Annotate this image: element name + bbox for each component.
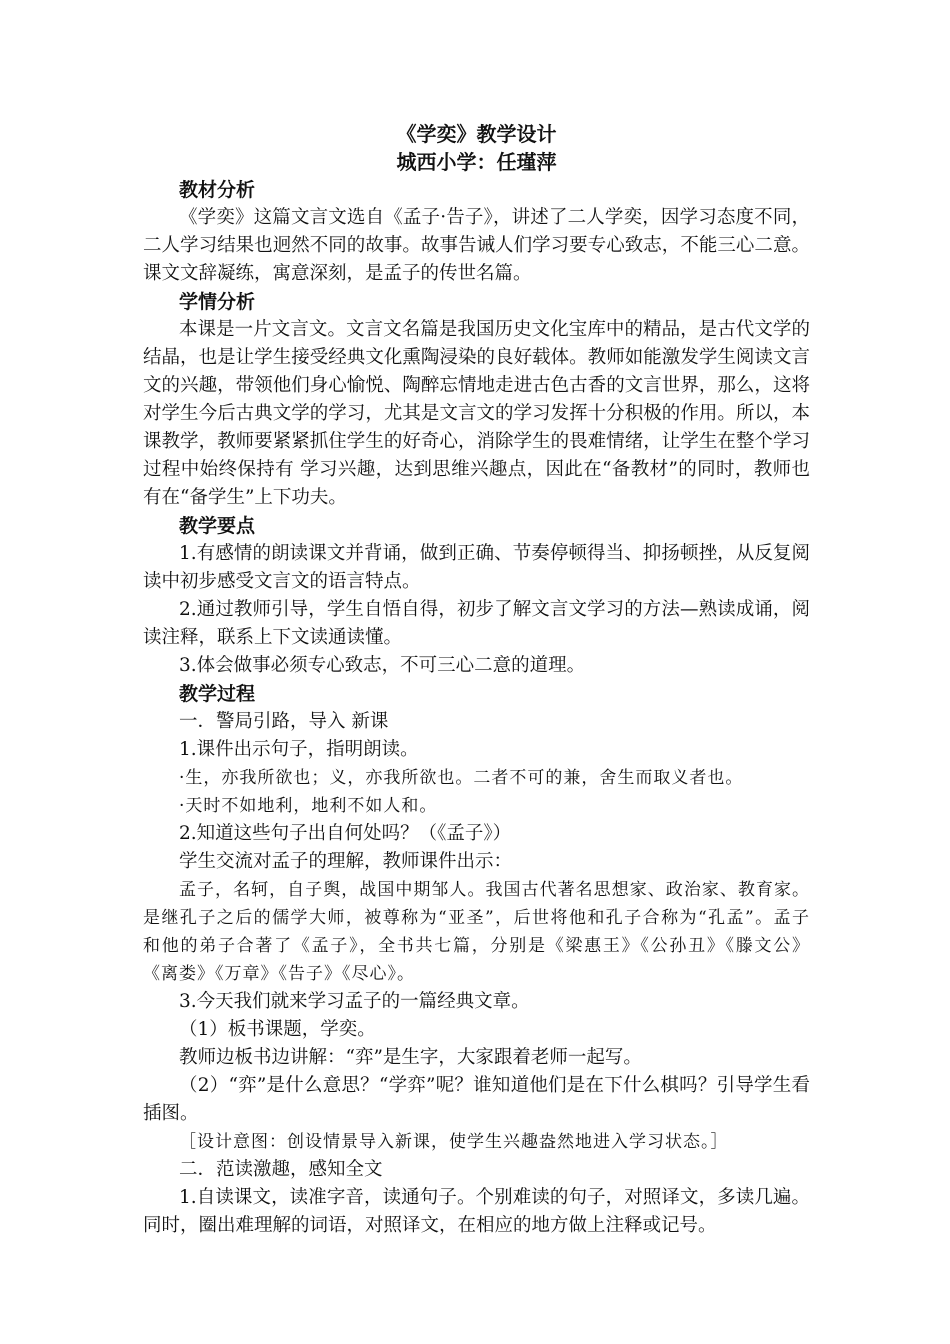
section-heading-learner-analysis: 学情分析: [179, 291, 256, 313]
paragraph: 本课是一片文言文。文言文名篇是我国历史文化宝库中的精品，是古代文学的结晶，也是让学生接受经典文化熏陶浸染的良好载体。教师如能激发学生阅读文言文的兴趣，带领他们身心愉悦、陶醉忘情地走进古色古香的文言世界，那么，这将对学生今后古典文学的学习，尤其是文言文的学习发挥十分积极的作用。所以，本课教学，教师要紧紧抓住学生的好奇心，消除学生的畏难情绪，让学生在整个学习过程中始终保持有 学习兴趣，达到思维兴趣点，因此在“备教材”的同时，教师也有在“备学生”上下功夫。: [143, 319, 810, 508]
paragraph: （2）“弈”是什么意思？“学弈”呢？谁知道他们是在下什么棋吗？引导学生看插图。: [143, 1075, 810, 1124]
paragraph: 一．警局引路，导入 新课: [179, 711, 389, 732]
paragraph: 1.自读课文，读准字音，读通句子。个别难读的句子，对照译文，多读几遍。同时，圈出难理解的词语，对照译文，在相应的地方做上注释或记号。: [143, 1187, 810, 1236]
paragraph: 《学奕》这篇文言文选自《孟子·告子》，讲述了二人学奕，因学习态度不同，二人学习结果也迥然不同的故事。故事告诫人们学习要专心致志，不能三心二意。课文文辞凝练，寓意深刻，是孟子的传世名篇。: [143, 207, 810, 284]
quoted-sentence: ·生，亦我所欲也；义，亦我所欲也。二者不可的兼，舍生而取义者也。: [179, 768, 744, 788]
section-heading-teaching-process: 教学过程: [179, 683, 256, 705]
quoted-sentence: ·天时不如地利，地利不如人和。: [179, 796, 438, 816]
document-title: 《学奕》教学设计: [396, 122, 557, 146]
design-intent-note: ［设计意图：创设情景导入新课，使学生兴趣盎然地进入学习状态。］: [179, 1132, 729, 1152]
paragraph: 2.知道这些句子出自何处吗？（《孟子》）: [179, 823, 512, 844]
document-author: 城西小学：任瑾萍: [396, 150, 557, 174]
courseware-text: 孟子，名轲，自子舆，战国中期邹人。我国古代著名思想家、政治家、教育家。是继孔子之后的儒学大师，被尊称为“亚圣”，后世将他和孔子合称为“孔孟”。孟子和他的弟子合著了《孟子》，全书共七篇，分别是《梁惠王》《公孙丑》《滕文公》《离娄》《万章》《告子》《尽心》。: [143, 880, 810, 984]
section-heading-teaching-points: 教学要点: [179, 515, 256, 537]
paragraph: 学生交流对孟子的理解，教师课件出示：: [179, 851, 513, 872]
paragraph: 二．范读激趣，感知全文: [179, 1159, 383, 1180]
paragraph: 教师边板书边讲解：“弈”是生字，大家跟着老师一起写。: [179, 1047, 642, 1068]
paragraph: 2.通过教师引导，学生自悟自得，初步了解文言文学习的方法—熟读成诵，阅读注释，联系上下文读通读懂。: [143, 599, 810, 648]
paragraph: 1.课件出示句子，指明朗读。: [179, 739, 419, 760]
paragraph: （1）板书课题，学奕。: [179, 1019, 376, 1040]
paragraph: 3.体会做事必须专心致志，不可三心二意的道理。: [179, 655, 586, 676]
section-heading-textbook-analysis: 教材分析: [179, 179, 256, 201]
paragraph: 3.今天我们就来学习孟子的一篇经典文章。: [179, 991, 530, 1012]
paragraph: 1.有感情的朗读课文并背诵，做到正确、节奏停顿得当、抑扬顿挫，从反复阅读中初步感受文言文的语言特点。: [143, 543, 810, 592]
document-body: [143, 120, 810, 1240]
